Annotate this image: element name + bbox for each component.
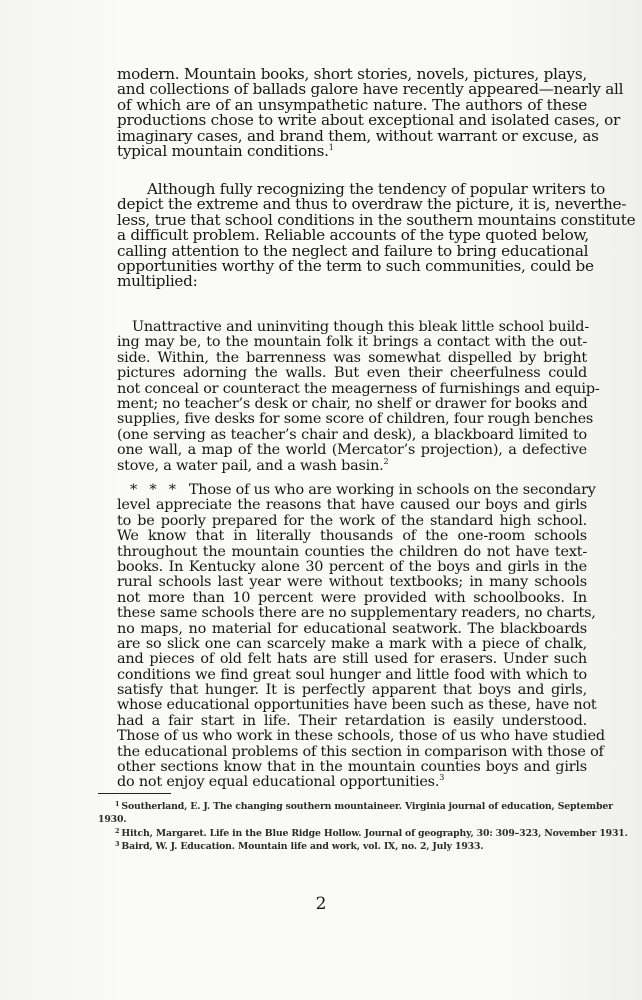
- text-line: stove, a water pail, and a wash basin.: [117, 457, 384, 474]
- text-line: one wall, a map of the world (Mercator’s projection), a defective: [117, 442, 587, 459]
- text-line-with-footnote: [117, 775, 587, 790]
- text-line: multiplied:: [117, 272, 198, 291]
- text-line: rural schools last year were without textbooks; in many schools: [117, 574, 587, 591]
- text-line: We know that in literally thousands of the one-room schools: [117, 528, 587, 545]
- text-line: opportunities worthy of the term to such communities, could be: [117, 256, 594, 275]
- text-line: (one serving as teacher’s chair and desk), a blackboard limited to: [117, 426, 587, 443]
- text-line: conditions we find great soul hunger and little food with which to: [117, 666, 587, 683]
- footnotes: [98, 800, 628, 854]
- text-line: Those of us who are working in schools on the secondary: [188, 482, 596, 498]
- text-line: ing may be, to the mountain folk it brings a contact with the out-: [117, 334, 587, 351]
- text-line: no maps, no material for educational seatwork. The blackboards: [117, 620, 587, 637]
- text-line: satisfy that hunger. It is perfectly apparent that boys and girls,: [117, 682, 587, 699]
- footnote-number: 3: [115, 840, 120, 849]
- footnote-text: Southerland, E. J. The changing southern mountaineer. Virginia journal of education, September: [121, 801, 613, 812]
- text-line: not conceal or counteract the meagerness of furnishings and equip-: [117, 380, 600, 397]
- footnote-number: 1: [115, 800, 120, 808]
- text-line: books. In Kentucky alone 30 percent of the boys and girls in the: [117, 558, 587, 575]
- text-line-with-footnote: [117, 456, 587, 474]
- text-line: do not enjoy equal educational opportunities.: [117, 774, 440, 791]
- block-quote: [117, 482, 605, 791]
- block-quote: [117, 319, 600, 474]
- text-line: modern. Mountain books, short stories, novels, pictures, plays,: [117, 65, 587, 83]
- footnote-ref[interactable]: 2: [383, 456, 389, 466]
- text-line: less, true that school conditions in the southern mountains constitute: [117, 210, 636, 229]
- footnote-text: Hitch, Margaret. Life in the Blue Ridge Hollow. Journal of geography, 30: 309–323, November 1931.: [121, 827, 628, 839]
- footnote-separator: [98, 793, 171, 794]
- text-line: whose educational opportunities have been such as these, have not: [117, 697, 597, 714]
- footnote-ref[interactable]: 1: [328, 142, 334, 152]
- text-line: supplies, five desks for some score of children, four rough benches: [117, 411, 594, 428]
- footnote-ref[interactable]: 3: [439, 773, 445, 783]
- text-line: and collections of ballads galore have recently appeared—nearly all: [117, 80, 624, 99]
- text-line: imaginary cases, and brand them, without warrant or excuse, as: [117, 126, 599, 145]
- text-line: pictures adorning the walls. But even their cheerfulness could: [117, 365, 587, 382]
- text-line: Those of us who work in these schools, those of us who have studied: [117, 728, 605, 745]
- text-line: had a fair start in life. Their retardation is easily understood.: [117, 712, 587, 729]
- text-line: Although fully recognizing the tendency of popular writers to: [147, 180, 605, 198]
- text-line: other sections know that in the mountain counties boys and girls: [117, 759, 587, 776]
- text-line: and pieces of old felt hats are still used for erasers. Under such: [117, 651, 587, 668]
- text-line: Unattractive and uninviting though this bleak little school build-: [132, 319, 589, 335]
- text-line: a difficult problem. Reliable accounts of the type quoted below,: [117, 226, 590, 245]
- text-line: calling attention to the neglect and failure to bring educational: [117, 241, 589, 260]
- footnote-text: Baird, W. J. Education. Mountain life and work, vol. IX, no. 2, July 1933.: [121, 841, 484, 853]
- text-line: side. Within, the barrenness was somewhat dispelled by bright: [117, 349, 587, 366]
- text-line: are so slick one can scarcely make a mark with a piece of chalk,: [117, 635, 587, 652]
- text-line: typical mountain conditions.: [117, 141, 329, 160]
- footnote-2: [98, 826, 628, 840]
- paragraph-continuation: [117, 65, 624, 160]
- text-line: to be poorly prepared for the work of the standard high school.: [117, 512, 587, 529]
- footnote-number: 2: [115, 826, 120, 835]
- text-line: productions chose to write about exceptional and isolated cases, or: [117, 111, 620, 130]
- text-line: of which are of an unsympathetic nature. The authors of these: [117, 95, 587, 114]
- footnote-1-continuation: 1930.: [98, 814, 127, 826]
- text-line-with-ellipsis: [117, 482, 596, 498]
- text-line: these same schools there are no supplementary readers, no charts,: [117, 605, 596, 622]
- text-line: the educational problems of this section in comparison with those of: [117, 743, 604, 760]
- paragraph: [117, 180, 636, 291]
- text-line: throughout the mountain counties the children do not have text-: [117, 543, 587, 560]
- text-line: not more than 10 percent were provided with schoolbooks. In: [117, 589, 587, 606]
- footnote-3: [98, 840, 588, 853]
- text-line: depict the extreme and thus to overdraw the picture, it is, neverthe-: [117, 195, 627, 214]
- page-number: 2: [315, 894, 327, 914]
- text-line: ment; no teacher’s desk or chair, no shelf or drawer for books and: [117, 395, 588, 412]
- text-line: level appreciate the reasons that have caused our boys and girls: [117, 497, 587, 514]
- ellipsis-asterisks: * * *: [130, 482, 176, 498]
- text-line-with-footnote: [117, 141, 587, 160]
- footnote-1: [98, 800, 613, 813]
